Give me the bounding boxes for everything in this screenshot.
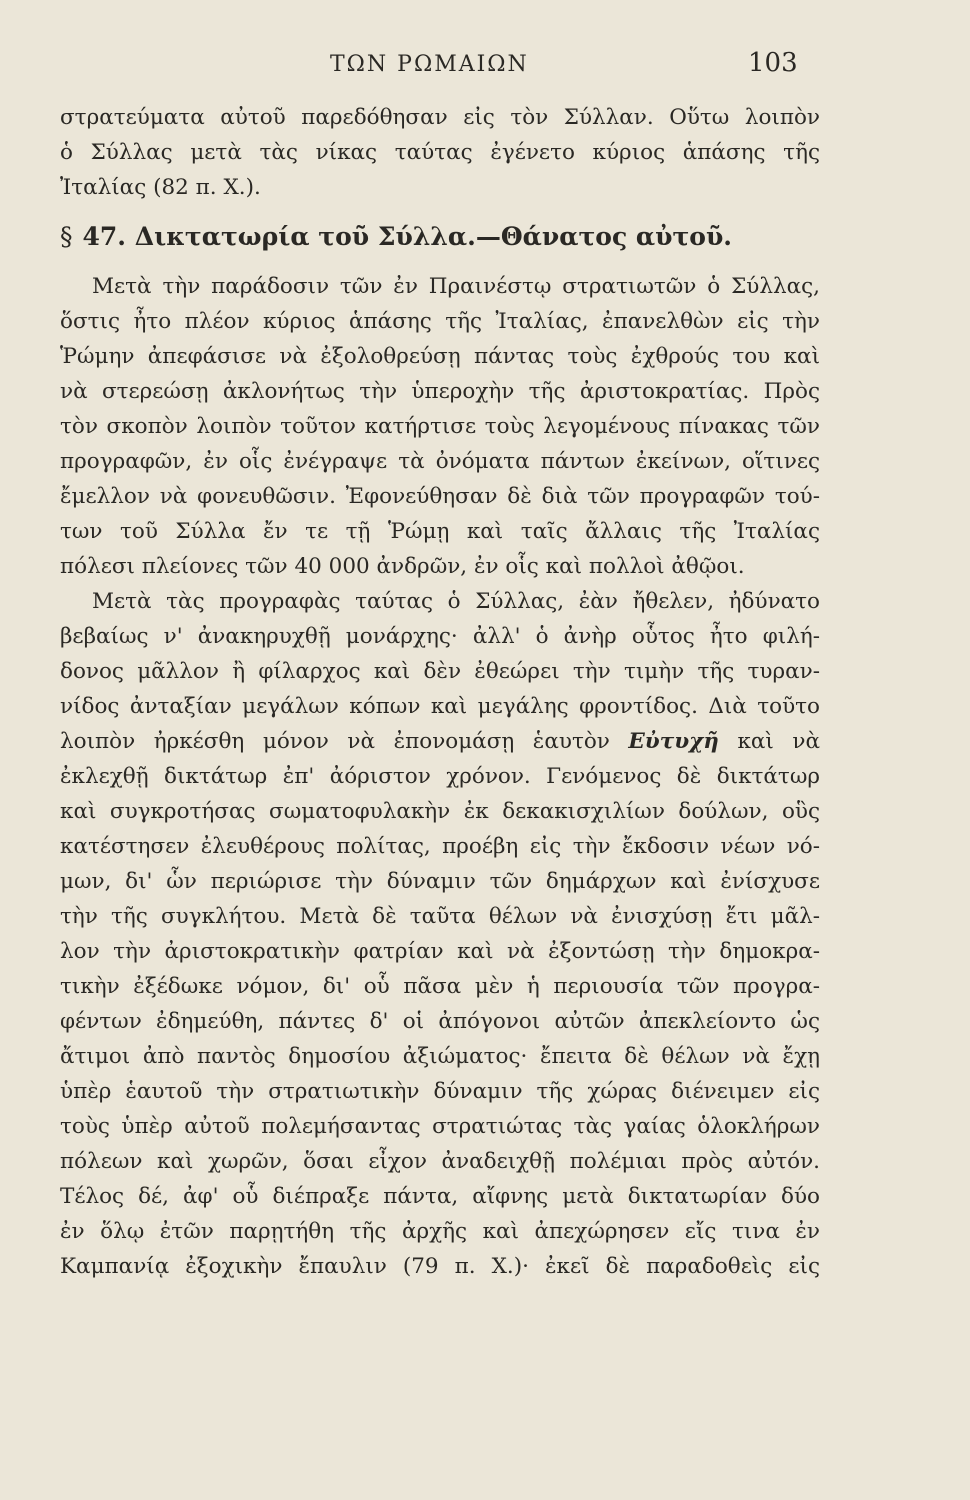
- text-line: βεβαίως ν' ἀνακηρυχθῇ μονάρχης· ἀλλ' ὁ ἀνὴρ οὗτος ἦτο φιλή-: [60, 624, 820, 649]
- text-line: νὰ στερεώσῃ ἀκλονήτως τὴν ὑπεροχὴν τῆς ἀριστοκρατίας. Πρὸς: [60, 379, 820, 404]
- section-title: 47. Δικτατωρία τοῦ Σύλλα.—Θάνατος αὐτοῦ.: [82, 222, 732, 251]
- page-number: 103: [748, 48, 798, 78]
- text-line: τὸν σκοπὸν λοιπὸν τοῦτον κατήρτισε τοὺς λεγομένους πίνακας τῶν: [60, 414, 820, 439]
- text-line: ὑπὲρ ἑαυτοῦ τὴν στρατιωτικὴν δύναμιν τῆς χώρας διένειμεν εἰς: [60, 1079, 820, 1104]
- text-line: λον τὴν ἀριστοκρατικὴν φατρίαν καὶ νὰ ἐξοντώσῃ τὴν δημοκρα-: [60, 939, 820, 964]
- paragraph-1: [60, 269, 820, 584]
- text-line: ὅστις ἦτο πλέον κύριος ἁπάσης τῆς Ἰταλίας, ἐπανελθὼν εἰς τὴν: [60, 309, 820, 334]
- text-line: Καμπανίᾳ ἐξοχικὴν ἔπαυλιν (79 π. Χ.)· ἐκεῖ δὲ παραδοθεὶς εἰς: [60, 1254, 820, 1279]
- text-line: τικὴν ἐξέδωκε νόμον, δι' οὗ πᾶσα μὲν ἡ περιουσία τῶν προγρα-: [60, 974, 820, 999]
- text-run: λοιπὸν ἠρκέσθη μόνον νὰ ἐπονομάσῃ ἑαυτὸν: [60, 729, 629, 754]
- text-line: ὁ Σύλλας μετὰ τὰς νίκας ταύτας ἐγένετο κύριος ἁπάσης τῆς: [60, 140, 820, 165]
- text-line: Μετὰ τὴν παράδοσιν τῶν ἐν Πραινέστῳ στρατιωτῶν ὁ Σύλλας,: [92, 274, 820, 299]
- text-line: Ῥώμην ἀπεφάσισε νὰ ἐξολοθρεύσῃ πάντας τοὺς ἐχθρούς του καὶ: [60, 344, 820, 369]
- text-line: προγραφῶν, ἐν οἷς ἐνέγραψε τὰ ὀνόματα πάντων ἐκείνων, οἵτινες: [60, 449, 820, 474]
- section-sign: §: [60, 222, 73, 251]
- text-line: κατέστησεν ἐλευθέρους πολίτας, προέβη εἰς τὴν ἔκδοσιν νέων νό-: [60, 834, 820, 859]
- text-line: δονος μᾶλλον ἢ φίλαρχος καὶ δὲν ἐθεώρει τὴν τιμὴν τῆς τυραν-: [60, 659, 820, 684]
- text-line: Μετὰ τὰς προγραφὰς ταύτας ὁ Σύλλας, ἐὰν ἤθελεν, ἠδύνατο: [92, 589, 820, 614]
- page-body: [60, 100, 820, 1284]
- emphasized-word: Εὐτυχῆ: [628, 729, 719, 754]
- text-line: καὶ συγκροτήσας σωματοφυλακὴν ἐκ δεκακισχιλίων δούλων, οὓς: [60, 799, 820, 824]
- text-line: πόλεων καὶ χωρῶν, ὅσαι εἶχον ἀναδειχθῇ πολέμιαι πρὸς αὐτόν.: [60, 1149, 820, 1174]
- text-line: ἔμελλον νὰ φονευθῶσιν. Ἐφονεύθησαν δὲ διὰ τῶν προγραφῶν τού-: [60, 484, 820, 509]
- text-line: μων, δι' ὧν περιώρισε τὴν δύναμιν τῶν δημάρχων καὶ ἐνίσχυσε: [60, 869, 820, 894]
- paragraph-2: [60, 584, 820, 1284]
- text-line: ἐν ὅλῳ ἐτῶν παρῃτήθη τῆς ἀρχῆς καὶ ἀπεχώρησεν εἴς τινα ἐν: [60, 1219, 820, 1244]
- text-line: ἄτιμοι ἀπὸ παντὸς δημοσίου ἀξιώματος· ἔπειτα δὲ θέλων νὰ ἔχῃ: [60, 1044, 820, 1069]
- text-line: Τέλος δέ, ἀφ' οὗ διέπραξε πάντα, αἴφνης μετὰ δικτατωρίαν δύο: [60, 1184, 820, 1209]
- text-line: των τοῦ Σύλλα ἔν τε τῇ Ῥώμῃ καὶ ταῖς ἄλλαις τῆς Ἰταλίας: [60, 519, 820, 544]
- text-line-emphasis: [60, 724, 820, 759]
- text-line: Ἰταλίας (82 π. Χ.).: [60, 175, 261, 200]
- text-line: στρατεύματα αὐτοῦ παρεδόθησαν εἰς τὸν Σύλλαν. Οὕτω λοιπὸν: [60, 105, 820, 130]
- intro-paragraph: [60, 100, 820, 205]
- text-line: πόλεσι πλείονες τῶν 40 000 ἀνδρῶν, ἐν οἷς καὶ πολλοὶ ἀθῷοι.: [60, 554, 745, 579]
- text-line: νίδος ἀνταξίαν μεγάλων κόπων καὶ μεγάλης φροντίδος. Διὰ τοῦτο: [60, 694, 820, 719]
- text-run: καὶ νὰ: [718, 729, 820, 754]
- text-line: τὴν τῆς συγκλήτου. Μετὰ δὲ ταῦτα θέλων νὰ ἐνισχύσῃ ἔτι μᾶλ-: [60, 904, 820, 929]
- section-heading: [60, 219, 820, 255]
- text-line: τοὺς ὑπὲρ αὐτοῦ πολεμήσαντας στρατιώτας τὰς γαίας ὁλοκλήρων: [60, 1114, 820, 1139]
- running-head: ΤΩΝ ΡΩΜΑΙΩΝ: [330, 52, 529, 77]
- text-line: ἐκλεχθῇ δικτάτωρ ἐπ' ἀόριστον χρόνον. Γενόμενος δὲ δικτάτωρ: [60, 764, 820, 789]
- text-line: φέντων ἐδημεύθη, πάντες δ' οἱ ἀπόγονοι αὐτῶν ἀπεκλείοντο ὡς: [60, 1009, 820, 1034]
- page-header: [0, 48, 970, 88]
